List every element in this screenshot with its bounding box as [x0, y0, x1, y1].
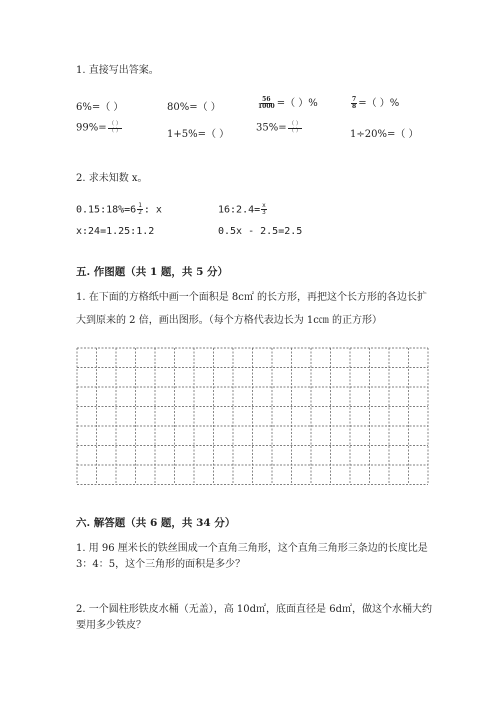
equation-2 — [218, 203, 268, 216]
fraction-numerator: （ ） — [108, 121, 122, 127]
item-7-over-8 — [350, 94, 399, 110]
fraction-numerator: 7 — [352, 96, 357, 103]
item-80-percent: 80%=（ ） — [167, 102, 221, 113]
item-56-over-1000 — [256, 94, 318, 110]
part-5-question-1-line-1: 1. 在下面的方格纸中画一个面积是 8c㎡ 的长方形，再把这个长方形的各边长扩 — [76, 292, 428, 303]
equation-tail: : x — [143, 204, 162, 216]
part-5-question-1-line-2: 大到原来的 2 倍，画出图形。（每个方格代表边长为 1c㎝ 的正方形） — [76, 315, 383, 326]
part-6-question-1-line-1: 1. 用 96 厘米长的铁丝围成一个直角三角形，这个直角三角形三条边的长度比是 — [76, 543, 428, 554]
part-6-question-1-line-2: 3：4：5，这个三角形的面积是多少？ — [76, 559, 246, 570]
part-5-heading: 五. 作图题（共 1 题，共 5 分） — [76, 266, 229, 278]
item-6-percent: 6%=（ ） — [76, 102, 124, 113]
fraction-numerator: 56 — [262, 96, 271, 103]
part-6-question-2-line-2: 要用多少铁皮？ — [76, 620, 146, 631]
square-grid-paper[interactable] — [76, 347, 430, 485]
fraction-denominator: 8 — [352, 103, 357, 110]
item-lead: 99%= — [76, 122, 107, 134]
equation-lead: 16:2.4= — [218, 204, 261, 216]
fraction-denominator: 1000 — [258, 103, 275, 110]
item-1-div-20-percent: 1÷20%=（ ） — [350, 129, 419, 140]
fraction-denominator: （ ） — [108, 127, 122, 134]
equation-1 — [76, 203, 162, 216]
question-1-title: 1. 直接写出答案。 — [76, 65, 159, 76]
part-6-question-2-line-1: 2. 一个圆柱形铁皮水桶（无盖），高 10d㎡，底面直径是 6d㎡，做这个水桶大约 — [76, 604, 432, 615]
fraction-denominator: 2 — [138, 209, 142, 216]
fraction-numerator: x — [262, 202, 266, 209]
item-lead: 35%= — [256, 122, 287, 134]
fraction-denominator: （ ） — [288, 127, 302, 134]
item-tail: =（ ）% — [358, 98, 400, 109]
equation-lead: 0.15:18%=6 — [76, 204, 137, 216]
fraction-numerator: 1 — [138, 202, 142, 209]
equation-3: x:24=1.25:1.2 — [76, 226, 155, 237]
item-99-percent — [76, 122, 123, 134]
question-2-title: 2. 求未知数 x。 — [76, 173, 148, 184]
fraction-denominator: 3 — [262, 209, 266, 216]
part-6-heading: 六. 解答题（共 6 题，共 34 分） — [76, 517, 236, 529]
item-35-percent — [256, 122, 303, 134]
item-tail: =（ ）% — [276, 98, 318, 109]
equation-4: 0.5x - 2.5=2.5 — [218, 226, 303, 237]
fraction-numerator: （ ） — [288, 121, 302, 127]
item-1-plus-5-percent: 1+5%=（ ） — [167, 129, 230, 140]
